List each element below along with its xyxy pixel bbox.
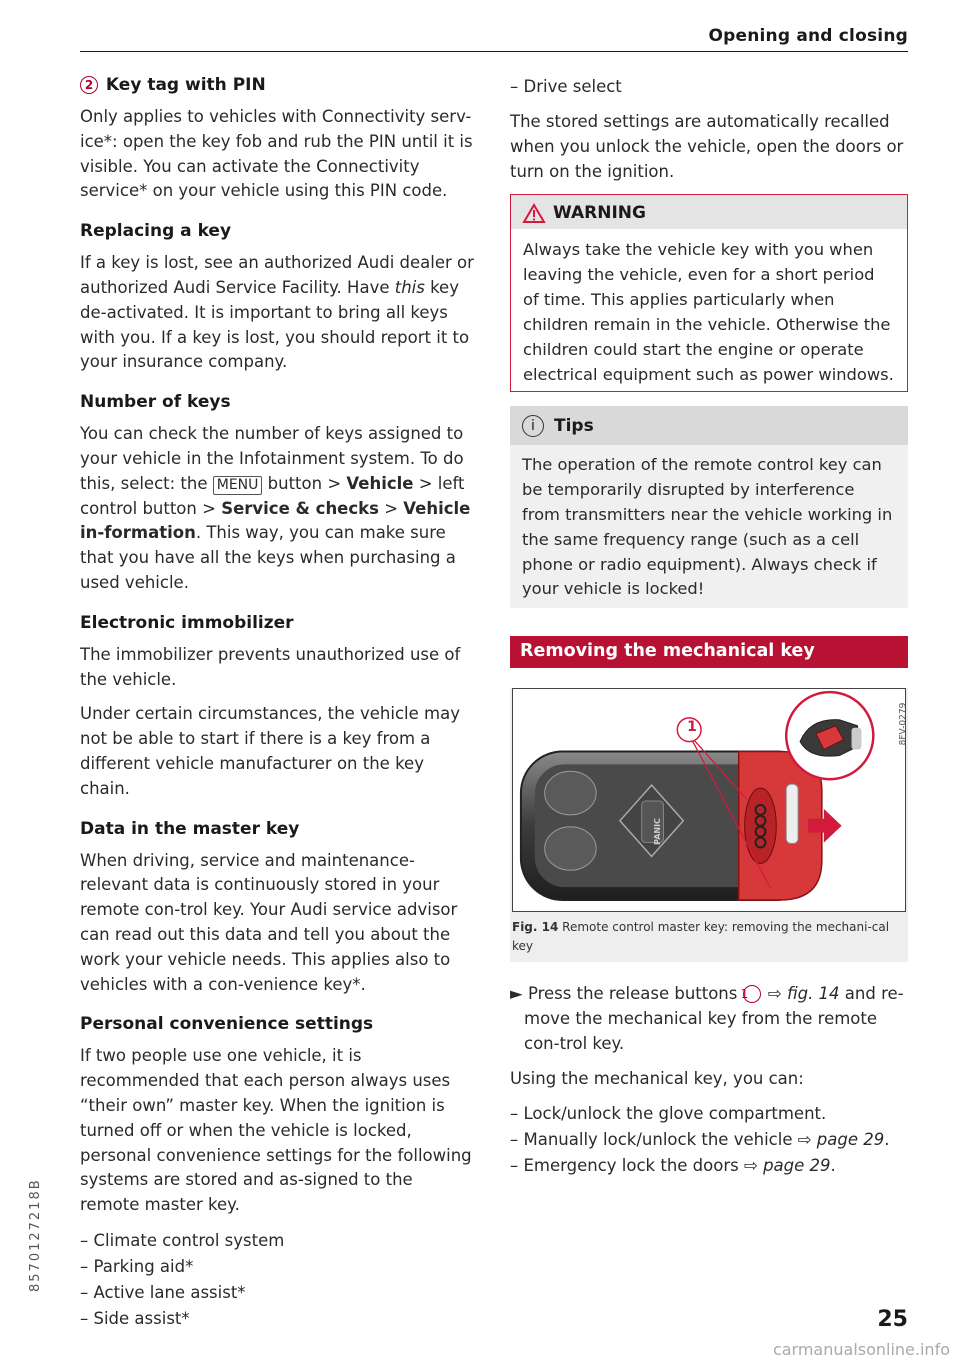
figure-link[interactable]: fig. 14 [786,984,840,1004]
number-of-keys-text: You can check the number of keys assigned to your vehicle in the Infotainment system. To do this, select: the MENU button > Vehicle > left control button > Service & checks > Vehicle in-formation. This way, you can make sure that you have all the keys when purchasing a used vehicle. [80,424,471,592]
using-text: Using the mechanical key, you can: [510,1068,804,1088]
personal-settings-list [80,1228,476,1332]
header-rule [80,51,908,52]
page-link[interactable]: page 29 [763,1156,831,1176]
warning-triangle-icon [523,204,545,223]
page-link[interactable]: page 29 [816,1130,885,1150]
key-tag-heading [80,74,476,96]
warning-header [511,195,907,229]
master-key-data-text: When driving, service and maintenance-relevant data is continuously stored in your remote con-trol key. Your Audi service advisor can read out this data and tell you about the work your vehicle needs. This applies also to vehicles with a con-venience key*. [80,850,458,994]
immobilizer-text-2: Under certain circumstances, the vehicle may not be able to start if there is a key from a different vehicle manufacturer on the key chain. [80,704,460,798]
list-item: – Parking aid* [80,1254,476,1280]
image-code: 8FV-0279 [898,702,909,746]
right-column [510,74,908,1189]
tips-header [510,406,908,445]
arrow-ref-icon: ⇨ [797,1130,817,1150]
drive-select-list [510,74,908,100]
list-item: – Drive select [510,74,908,100]
step-instruction: ► Press the release buttons 1 ⇨ fig. 14 and re-move the mechanical key from the remote con-trol key. [510,984,904,1053]
tips-title: Tips [554,416,594,437]
number-of-keys-heading: Number of keys [80,392,231,413]
list-item: – Manually lock/unlock the vehicle ⇨ page 29. [510,1127,908,1153]
watermark: carmanualsonline.info [772,1340,950,1359]
callout-marker: 1 [743,985,761,1003]
figure-14 [510,688,908,962]
remote-key-image [513,689,905,911]
key-tag-title: Key tag with PIN [105,75,266,95]
personal-settings-text: If two people use one vehicle, it is recommended that each person always uses “their own” master key. When the ignition is turned off or when the vehicle is locked, personal convenience settings for the following systems are stored and as-signed to the remote master key. [80,1046,472,1215]
panic-label: PANIC [652,818,662,846]
list-item: – Emergency lock the doors ⇨ page 29. [510,1153,908,1179]
callout-number: 1 [687,719,697,736]
arrow-ref-icon: ⇨ [743,1156,764,1176]
page-number: 25 [877,1307,908,1332]
immobilizer-text-1: The immobilizer prevents unauthorized use of the vehicle. [80,644,461,689]
replacing-key-heading: Replacing a key [80,221,232,242]
stored-settings-text: The stored settings are automatically recalled when you unlock the vehicle, open the doors or turn on the ignition. [510,112,904,181]
master-key-data-heading: Data in the master key [80,818,300,839]
warning-box [510,194,908,392]
menu-key: MENU [213,476,263,495]
list-item: – Climate control system [80,1228,476,1254]
left-column [80,74,476,1342]
key-illustration [512,688,909,912]
warning-text: Always take the vehicle key with you when leaving the vehicle, even for a short period of time. This applies particularly when children remain in the vehicle. Otherwise the children could start the engine or operate electrical equipment such as power windows. [523,240,894,385]
warning-title: WARNING [553,203,646,224]
immobilizer-heading: Electronic immobilizer [80,612,294,633]
section-heading: Removing the mechanical key [510,636,908,668]
key-tag-text: Only applies to vehicles with Connectivity serv-ice*: open the key fob and rub the PIN until it is visible. You can activate the Connectivity service* on your vehicle using this PIN code. [80,107,473,201]
personal-settings-heading: Personal convenience settings [80,1014,374,1035]
arrow-ref-icon: ⇨ [762,984,787,1004]
side-document-code: 8570127218B [28,1178,43,1292]
list-item: – Lock/unlock the glove compartment. [510,1101,908,1127]
list-item: – Side assist* [80,1306,476,1332]
callout-marker: 2 [80,76,98,94]
figure-caption: Fig. 14 Remote control master key: removing the mechani-cal key [512,920,890,954]
tips-box [510,406,908,608]
page-header-title: Opening and closing [708,26,908,46]
step-arrow-icon: ► [510,984,528,1004]
replacing-key-text: If a key is lost, see an authorized Audi dealer or authorized Audi Service Facility. Have this key de-activated. It is important to bring all keys with you. If a key is lost, you should report it to your insurance company. [80,253,474,372]
info-icon: i [522,415,544,437]
uses-list [510,1101,908,1179]
tips-text: The operation of the remote control key can be temporarily disrupted by interference from transmitters near the vehicle working in the same frequency range (such as a cell phone or radio equipment). Always check if your vehicle is locked! [522,455,893,599]
list-item: – Active lane assist* [80,1280,476,1306]
